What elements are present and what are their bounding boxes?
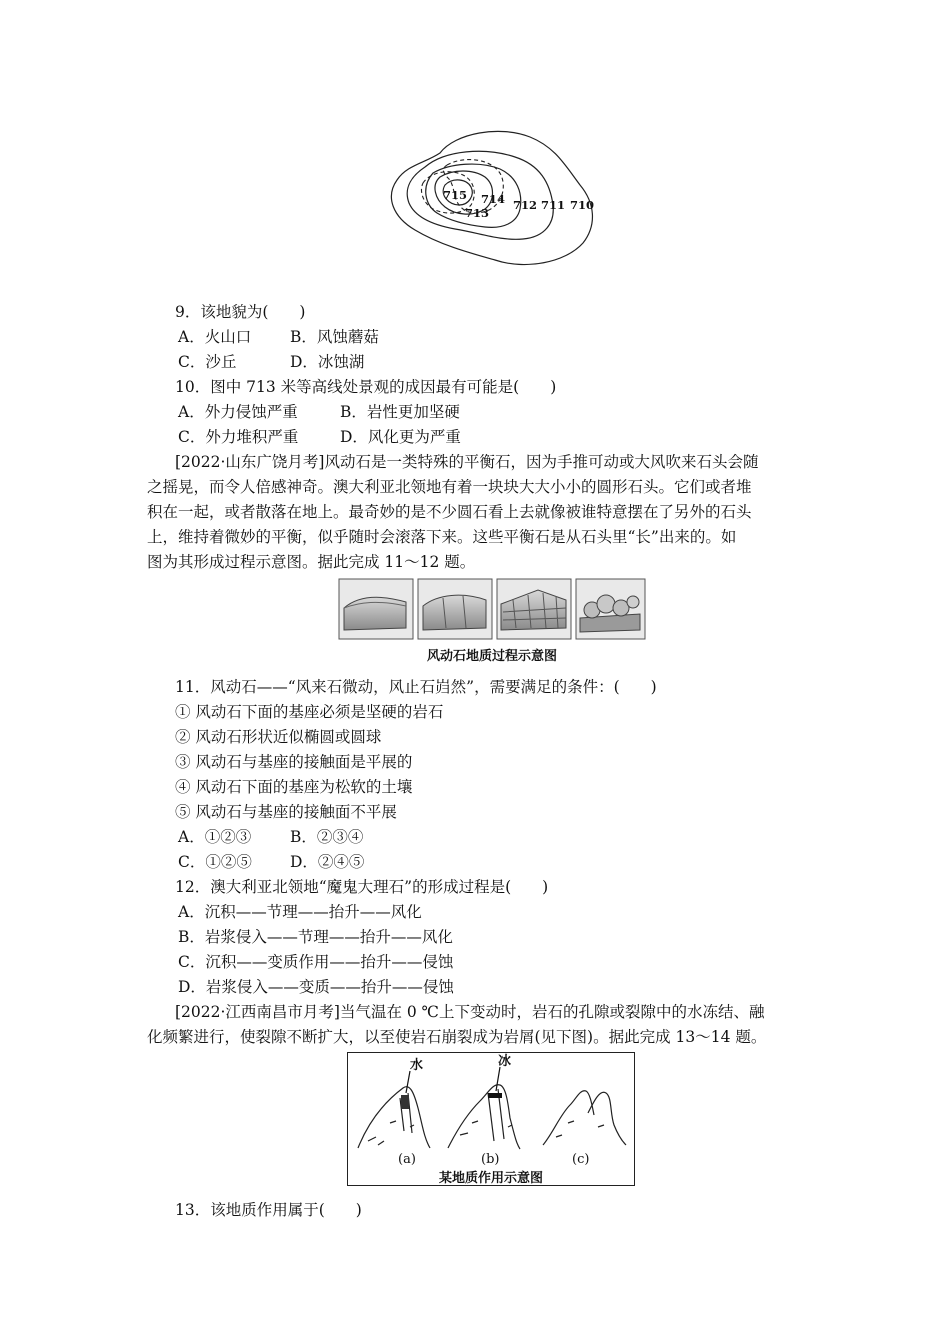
contour-map-figure (385, 125, 600, 275)
contour-label-710: 710 (570, 198, 595, 212)
label-ice: 冰 (498, 1054, 512, 1069)
q11-item-3: ③ 风动石与基座的接触面是平展的 (175, 753, 413, 771)
frost-weathering-figure (347, 1052, 635, 1186)
panel-a-water-arrow (406, 1071, 410, 1093)
q11-option-c[interactable]: C．①②⑤ (178, 853, 252, 871)
q10-option-d[interactable]: D．风化更为严重 (340, 428, 461, 446)
q11-option-a[interactable]: A．①②③ (178, 828, 252, 846)
q12-option-d[interactable]: D．岩浆侵入——变质——抬升——侵蚀 (178, 978, 454, 996)
passage1-line-3: 积在一起，或者散落在地上。最奇妙的是不少圆石看上去就像被谁特意摆在了另外的石头 (147, 503, 752, 521)
process-step-2 (418, 579, 492, 639)
process-step-4 (576, 579, 645, 639)
q11-option-b[interactable]: B．②③④ (290, 828, 364, 846)
passage2-line-1: [2022·江西南昌市月考]当气温在 0 ℃上下变动时，岩石的孔隙或裂隙中的水冻结、融 (175, 1003, 765, 1021)
contour-label-715: 715 (443, 188, 468, 202)
passage1-line-5: 图为其形成过程示意图。据此完成 11～12 题。 (147, 553, 476, 571)
q11-item-1: ① 风动石下面的基座必须是坚硬的岩石 (175, 703, 444, 721)
contour-label-713: 713 (465, 206, 490, 220)
label-water: 水 (410, 1058, 424, 1073)
panel-c-rock (543, 1091, 626, 1145)
contour-label-712: 712 (513, 198, 538, 212)
passage1-line-2: 之摇晃，而令人倍感神奇。澳大利亚北领地有着一块块大大小小的圆形石头。它们或者堆 (147, 478, 752, 496)
q12-option-a[interactable]: A．沉积——节理——抬升——风化 (178, 903, 422, 921)
panel-c-label: (c) (572, 1152, 590, 1167)
q12-option-c[interactable]: C．沉积——变质作用——抬升——侵蚀 (178, 953, 454, 971)
q13-stem: 13．该地质作用属于( ) (175, 1201, 362, 1219)
contour-label-711: 711 (541, 198, 566, 212)
figure3-caption: 某地质作用示意图 (438, 1171, 543, 1186)
panel-a-water-fill (401, 1095, 409, 1109)
passage2-line-2: 化频繁进行，使裂隙不断扩大，以至使岩石崩裂成为岩屑(见下图)。据此完成 13～14 题。 (147, 1028, 767, 1046)
contour-label-714: 714 (481, 192, 506, 206)
q11-item-5: ⑤ 风动石与基座的接触面不平展 (175, 803, 397, 821)
q10-option-c[interactable]: C．外力堆积严重 (178, 428, 299, 446)
figure2-caption: 风动石地质过程示意图 (426, 649, 557, 664)
q9-option-b[interactable]: B．风蚀蘑菇 (290, 328, 379, 346)
q9-option-c[interactable]: C．沙丘 (178, 353, 237, 371)
q12-stem: 12．澳大利亚北领地“魔鬼大理石”的形成过程是( ) (175, 878, 549, 896)
panel-b-ice-arrow (496, 1067, 500, 1091)
balancing-rock-process-figure (338, 578, 646, 640)
panel-a-rock (358, 1087, 430, 1148)
q12-option-b[interactable]: B．岩浆侵入——节理——抬升——风化 (178, 928, 453, 946)
q11-item-2: ② 风动石形状近似椭圆或圆球 (175, 728, 382, 746)
panel-b-rock (448, 1085, 520, 1149)
process-step-1 (339, 579, 413, 639)
q11-option-d[interactable]: D．②④⑤ (290, 853, 365, 871)
passage1-line-4: 上，维持着微妙的平衡，似乎随时会滚落下来。这些平衡石是从石头里“长”出来的。如 (147, 528, 737, 546)
q9-option-d[interactable]: D．冰蚀湖 (290, 353, 365, 371)
passage1-line-1: [2022·山东广饶月考]风动石是一类特殊的平衡石，因为手推可动或大风吹来石头会随 (175, 453, 759, 471)
q9-stem: 9．该地貌为( ) (175, 303, 306, 321)
panel-b-label: (b) (481, 1152, 500, 1167)
panel-b-ice-fill (488, 1093, 502, 1098)
process-step-3 (497, 579, 571, 639)
q10-stem: 10．图中 713 米等高线处景观的成因最有可能是( ) (175, 378, 557, 396)
q10-option-b[interactable]: B．岩性更加坚硬 (340, 403, 460, 421)
q11-stem: 11．风动石——“风来石微动，风止石岿然”，需要满足的条件：( ) (175, 678, 657, 696)
q10-option-a[interactable]: A．外力侵蚀严重 (178, 403, 298, 421)
q11-item-4: ④ 风动石下面的基座为松软的土壤 (175, 778, 413, 796)
panel-a-label: (a) (398, 1152, 416, 1167)
q9-option-a[interactable]: A．火山口 (178, 328, 252, 346)
